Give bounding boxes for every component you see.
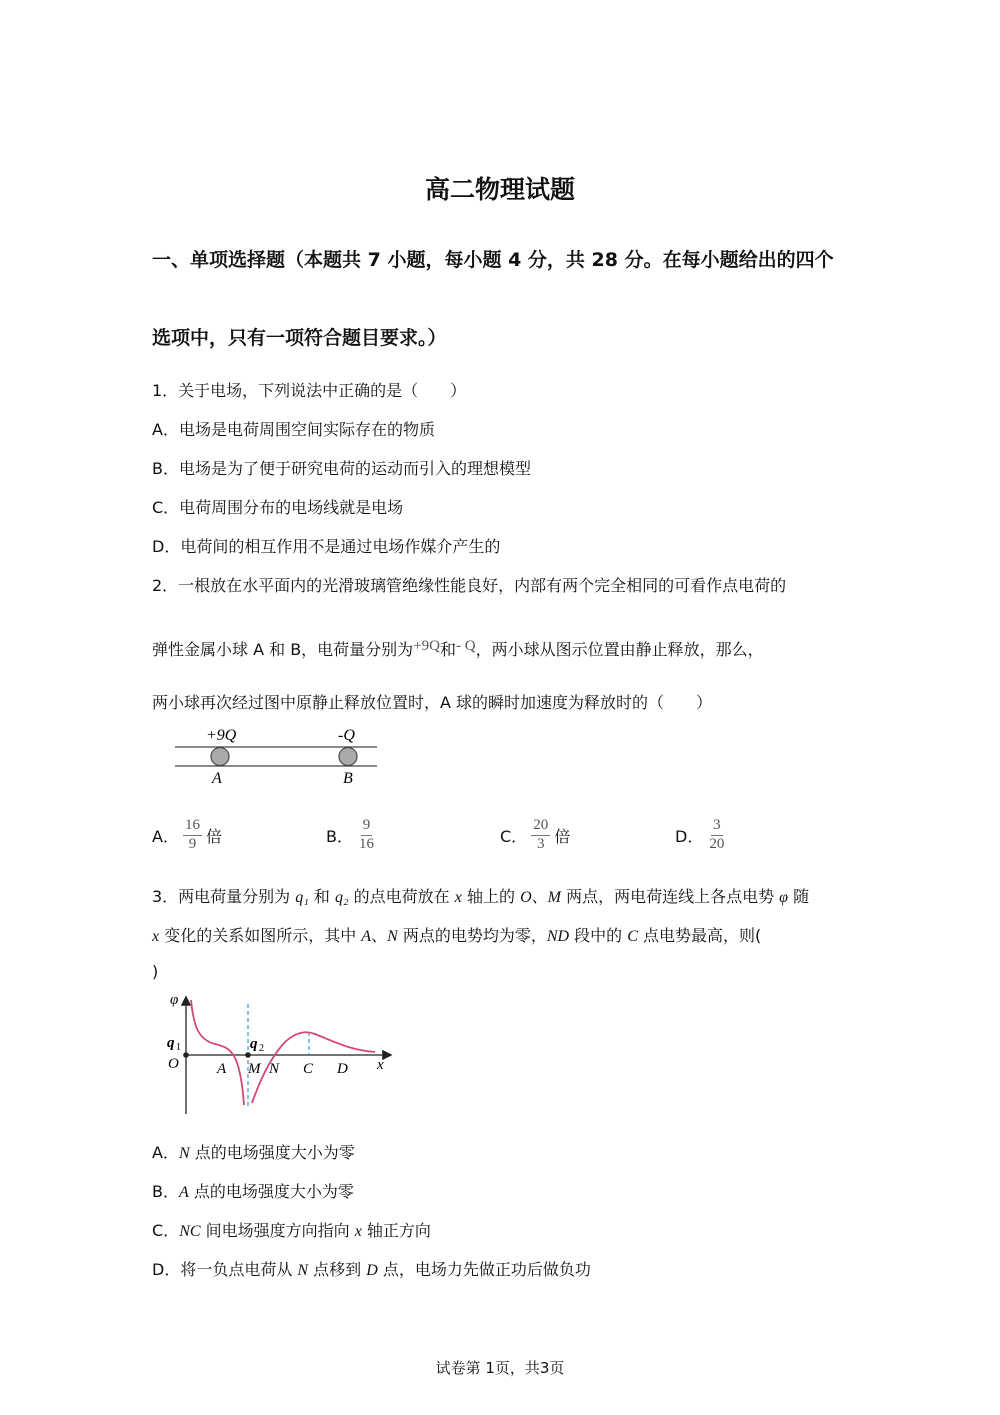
q3-option-d-var: N [297, 1262, 309, 1279]
q3-option-c-text: 轴正方向 [361, 1221, 431, 1240]
q3-var-nd: ND [546, 928, 570, 945]
q3-option-c [152, 1218, 431, 1241]
q3-option-d [152, 1257, 591, 1280]
q2-line2-text-a: 弹性金属小球 A 和 B，电荷量分别为 [152, 640, 414, 659]
q2-option-a [152, 818, 222, 853]
q2-option-a-letter: A． [152, 826, 179, 846]
q3-var-phi: φ [779, 889, 789, 906]
q3-option-d-prefix: D．将一负点电荷从 [152, 1260, 298, 1279]
q3-var-a: A [361, 928, 372, 945]
q3-text: 随 [788, 887, 810, 906]
q3-text: 和 [308, 887, 336, 906]
q3-line1 [152, 884, 809, 907]
potential-curve-left [191, 1000, 244, 1105]
q1-subscript: 1 [176, 1042, 181, 1053]
q1-stem: 1．关于电场，下列说法中正确的是（ ） [152, 381, 467, 400]
q3-option-c-var2: x [354, 1223, 362, 1240]
q2-option-a-fraction [183, 818, 202, 853]
x-axis-label: x [377, 1057, 384, 1073]
q3-option-b [152, 1179, 354, 1202]
fraction-numerator: 20 [531, 818, 550, 836]
q3-text: 两点，两电荷连线上各点电势 [560, 887, 780, 906]
q2-option-b-fraction [357, 818, 376, 853]
q3-var-m: M [547, 889, 561, 906]
q2-line2 [152, 637, 764, 660]
q2-line1: 2．一根放在水平面内的光滑玻璃管绝缘性能良好，内部有两个完全相同的可看作点电荷的 [152, 576, 787, 595]
q2-option-c-fraction [531, 818, 550, 853]
point-c-label: C [303, 1061, 314, 1077]
q2-option-c [500, 818, 570, 853]
fraction-numerator: 9 [361, 818, 373, 836]
ball-a [211, 748, 229, 766]
ball-b-charge-label: -Q [338, 727, 355, 744]
q2-tube-figure [170, 722, 385, 788]
q3-option-d-var2: D [366, 1262, 378, 1279]
q2-option-a-suffix: 倍 [205, 826, 222, 846]
phi-axis-label: φ [170, 992, 179, 1008]
q3-option-c-mid: 间电场强度方向指向 [200, 1221, 355, 1240]
q3-option-d-mid: 点移到 [308, 1260, 367, 1279]
q3-var-q2: q₂ [335, 889, 349, 906]
q2-charge-b: - Q [456, 638, 476, 654]
q2-option-c-suffix: 倍 [554, 826, 571, 846]
q3-text: 、 [371, 926, 388, 945]
q3-option-c-var: NC [179, 1223, 201, 1240]
q3-text: 段中的 [569, 926, 628, 945]
q3-text: 轴上的 [461, 887, 521, 906]
ball-a-label: A [212, 770, 222, 787]
q3-option-c-prefix: C． [152, 1221, 180, 1240]
q2-option-d [675, 818, 730, 853]
fraction-numerator: 3 [711, 818, 723, 836]
page-footer: 试卷第 1页，共3页 [435, 1359, 565, 1377]
q3-line3: ) [152, 962, 159, 981]
q2-option-b-letter: B． [326, 826, 353, 846]
q3-option-a-var: N [178, 1145, 190, 1162]
ball-b [339, 748, 357, 766]
q2-line2-text-b: 和 [439, 640, 456, 659]
ball-a-charge-label: +9Q [206, 727, 237, 744]
q3-var-n: N [387, 928, 398, 945]
q3-text: 两点的电势均为零， [397, 926, 547, 945]
q2-option-d-letter: D． [675, 826, 704, 846]
q3-var-c: C [627, 928, 638, 945]
fraction-denominator: 3 [536, 835, 545, 852]
q3-option-a-text: 点的电场强度大小为零 [189, 1143, 355, 1162]
q2-option-d-fraction [707, 818, 726, 853]
q3-text: 、 [531, 887, 548, 906]
q2-option-b [326, 818, 380, 853]
origin-label: O [168, 1056, 179, 1072]
q1-option-d: D．电荷间的相互作用不是通过电场作媒介产生的 [152, 537, 501, 556]
q3-line2 [152, 923, 761, 946]
q3-var-q1: q₁ [295, 889, 309, 906]
ball-b-label: B [343, 770, 353, 787]
q2-line3: 两小球再次经过图中原静止释放位置时，A 球的瞬时加速度为释放时的（ ） [152, 693, 713, 712]
q2-label: q [250, 1036, 258, 1052]
q2-option-c-letter: C． [500, 826, 528, 846]
q2-line2-text-c: ，两小球从图示位置由静止释放，那么， [475, 640, 764, 659]
fraction-denominator: 16 [358, 835, 374, 852]
q3-var-o: O [520, 889, 532, 906]
q2-charge-a: +9Q [413, 638, 440, 654]
section-heading-line2: 选项中，只有一项符合题目要求。） [152, 327, 447, 349]
q1-option-a: A．电场是电荷周围空间实际存在的物质 [152, 420, 435, 439]
q1-option-c: C．电荷周围分布的电场线就是电场 [152, 498, 404, 517]
point-a-label: A [217, 1061, 227, 1077]
q3-text: 点电势最高，则( [637, 926, 762, 945]
point-d-label: D [337, 1061, 348, 1077]
page-title: 高二物理试题 [424, 175, 575, 204]
q3-text: 3．两电荷量分别为 [152, 887, 296, 906]
q3-option-a-prefix: A． [152, 1143, 179, 1162]
q3-text: 的点电荷放在 [348, 887, 455, 906]
q3-option-b-var: A [178, 1184, 189, 1201]
q1-label: q [167, 1035, 175, 1051]
q3-option-b-prefix: B． [152, 1182, 179, 1201]
q3-text: 变化的关系如图所示，其中 [159, 926, 362, 945]
q1-option-b: B．电场是为了便于研究电荷的运动而引入的理想模型 [152, 459, 531, 478]
q3-potential-graph [160, 990, 400, 1118]
point-m-label: M [248, 1061, 261, 1077]
q3-var-x: x [454, 889, 462, 906]
fraction-denominator: 20 [709, 835, 725, 852]
charge-q1-point [183, 1052, 189, 1058]
charge-q2-point [245, 1052, 251, 1058]
point-n-label: N [269, 1061, 280, 1077]
fraction-denominator: 9 [188, 835, 197, 852]
section-heading-line1: 一、单项选择题（本题共 7 小题，每小题 4 分，共 28 分。在每小题给出的四个 [152, 249, 834, 271]
q3-option-d-text: 点，电场力先做正功后做负功 [377, 1260, 591, 1279]
q2-subscript: 2 [259, 1043, 264, 1054]
q3-option-a [152, 1140, 355, 1163]
q3-option-b-text: 点的电场强度大小为零 [188, 1182, 354, 1201]
fraction-numerator: 16 [183, 818, 202, 836]
q3-var-x: x [152, 928, 160, 945]
